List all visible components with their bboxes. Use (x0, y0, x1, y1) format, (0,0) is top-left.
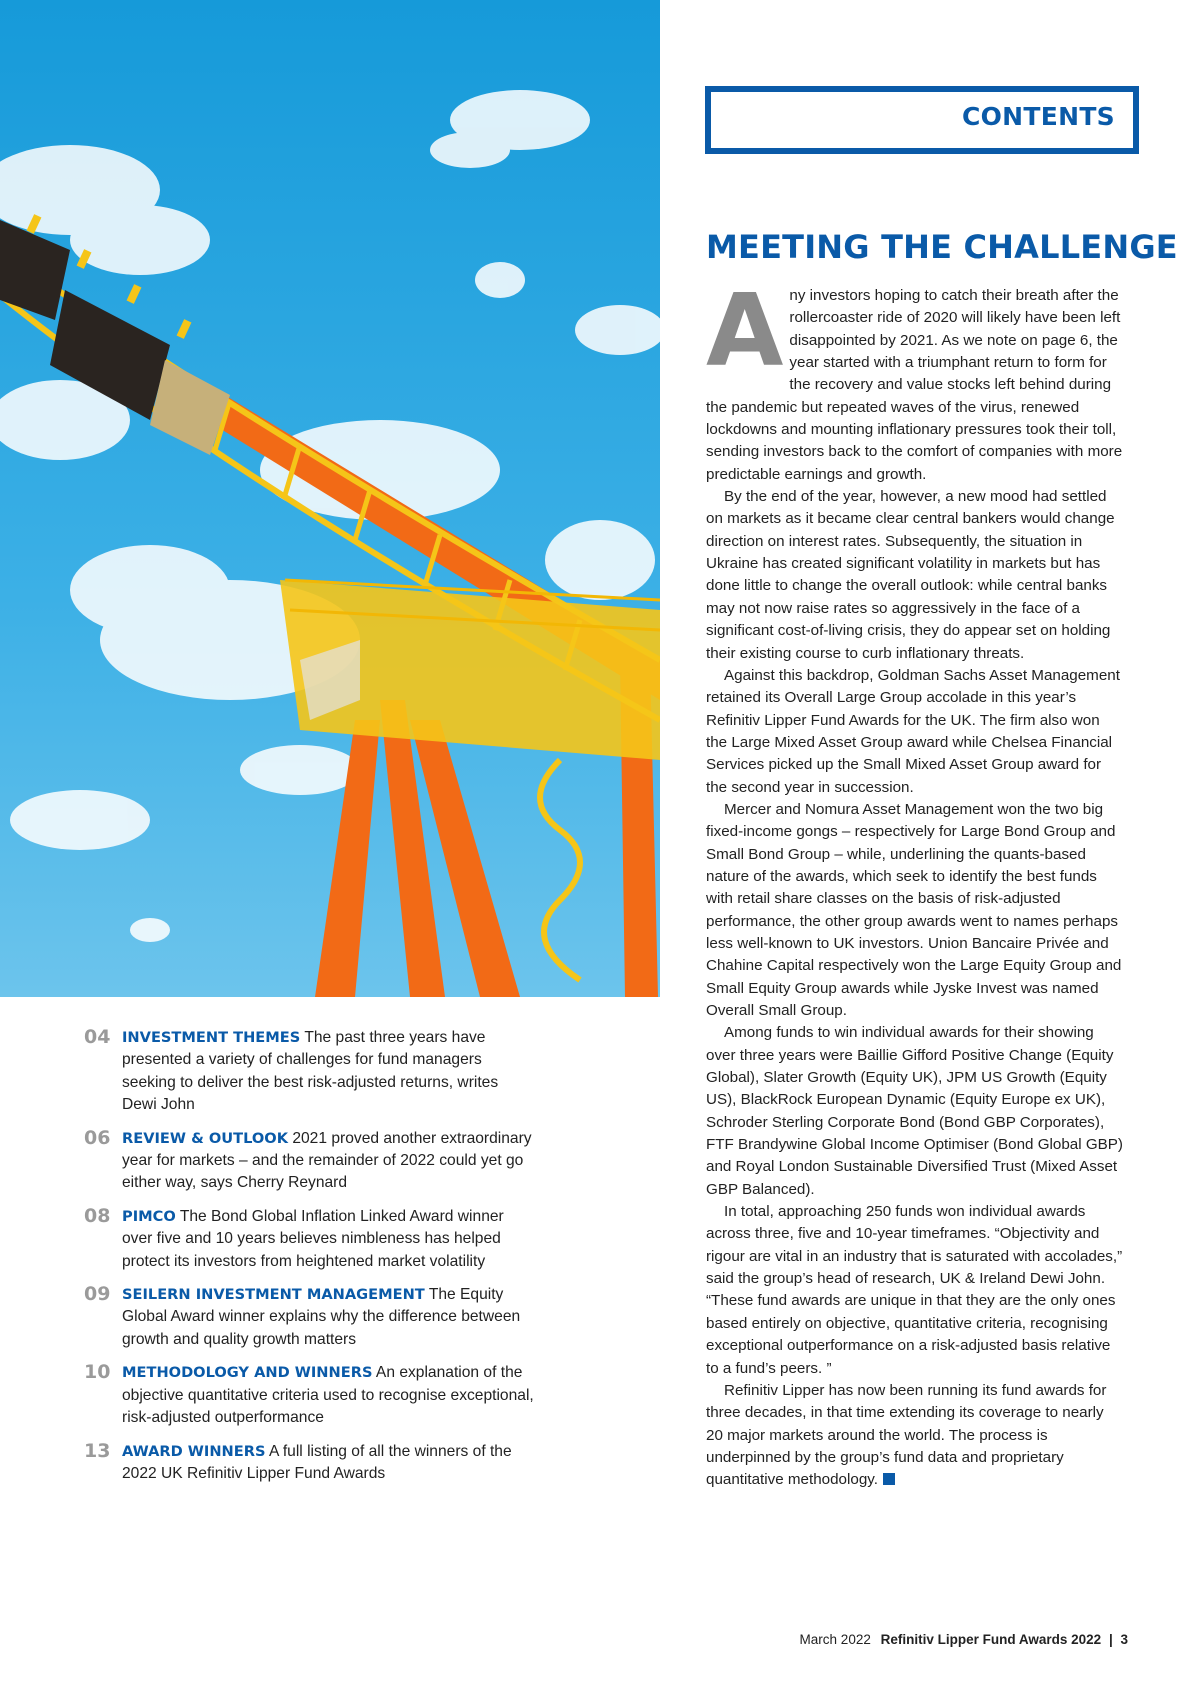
contents-heading: AWARD WINNERS (122, 1442, 266, 1460)
article-body (706, 272, 1124, 1492)
drop-cap: A (706, 272, 784, 389)
end-square-icon (883, 1473, 895, 1485)
contents-description: The Bond Global Inflation Linked Award winner over five and 10 years believes nimbleness has helped protect its investors from heightened market volatility (122, 1207, 504, 1270)
contents-item[interactable] (84, 1128, 534, 1195)
contents-page-number: 13 (84, 1439, 111, 1462)
contents-heading: PIMCO (122, 1207, 176, 1225)
contents-heading: INVESTMENT THEMES (122, 1029, 301, 1046)
contents-description: The past three years have presented a variety of challenges for fund managers seeking to deliver the best risk-adjusted returns, writes Dewi John (122, 1029, 499, 1114)
article-paragraph: Against this backdrop, Goldman Sachs Asset Management retained its Overall Large Group accolade in this year’s Refinitiv Lipper Fund Awards for the UK. The firm also won the Large Mixed Asset Group award while Chelsea Financial Services picked up the Small Mixed Asset Group award for the second year in succession. (706, 666, 1120, 796)
contents-label: CONTENTS (961, 102, 1115, 131)
contents-item[interactable] (84, 1206, 534, 1273)
contents-description: An explanation of the objective quantitative criteria used to recognise exceptional, risk-adjusted outperformance (122, 1364, 534, 1427)
contents-description: A full listing of all the winners of the 2022 UK Refinitiv Lipper Fund Awards (122, 1442, 512, 1482)
contents-page-number: 06 (84, 1126, 111, 1149)
contents-heading: SEILERN INVESTMENT MANAGEMENT (122, 1286, 425, 1304)
article-title: MEETING THE CHALLENGE (706, 228, 1178, 266)
article-paragraph: By the end of the year, however, a new mood had settled on markets as it became clear central bankers would change direction on interest rates. Subsequently, the situation in Ukraine has created significant volatility in markets but has done little to change the overall outlook: while central banks may not now raise rates so aggressively in the face of a significant cost-of-living crisis, they do appear set on holding their existing course to curb inflationary threats. (706, 488, 1115, 662)
hero-image-rollercoaster (0, 0, 660, 997)
contents-item[interactable] (84, 1284, 534, 1351)
contents-page-number: 04 (84, 1026, 111, 1048)
contents-page-number: 10 (84, 1361, 111, 1384)
article-paragraph: Mercer and Nomura Asset Management won the two big fixed-income gongs – respectively for Large Bond Group and Small Bond Group – while, underlining the quants-based nature of the awards, which seek to identify the best funds with retail share classes on the basis of risk-adjusted performance, the other group awards went to names perhaps less well-known to UK investors. Union Bancaire Privée and Chahine Capital respectively won the Large Equity Group and Small Equity Group awards while Jyske Invest was named Overall Small Group. (706, 800, 1122, 1019)
page-footer (800, 1632, 1128, 1647)
contents-item[interactable] (84, 1362, 534, 1429)
contents-item[interactable] (84, 1441, 534, 1486)
contents-page-number: 09 (84, 1283, 111, 1306)
article-paragraph (706, 1380, 1124, 1492)
page-number: 3 (1120, 1632, 1128, 1647)
footer-date: March 2022 (799, 1632, 871, 1647)
contents-item[interactable] (84, 1027, 534, 1117)
article-paragraph: Among funds to win individual awards for their showing over three years were Baillie Gifford Positive Change (Equity Global), Slater Growth (Equity UK), JPM US Growth (Equity US), BlackRock European Dynamic (Equity Europe ex UK), Schroder Sterling Corporate Bond (Bond GBP Corporates), FTF Brandywine Global Income Optimiser (Bond Global GBP) and Royal London Sustainable Diversified Trust (Mixed Asset GBP Balanced). (706, 1024, 1123, 1198)
article-paragraph: In total, approaching 250 funds won individual awards across three, five and 10-year timeframes. “Objectivity and rigour are vital in an industry that is saturated with accolades,” said the group’s head of research, UK & Ireland Dewi John. “These fund awards are unique in that they are the only ones based entirely on objective, quantitative criteria, recognising exceptional outperformance on a risk-adjusted basis relative to a fund’s peers. ” (706, 1203, 1123, 1377)
paragraph-text: Refinitiv Lipper has now been running its fund awards for three decades, in that time extending its coverage to nearly 20 major markets around the world. The process is underpinned by the group’s fund data and proprietary quantitative methodology. (706, 1381, 1107, 1489)
contents-description: The Equity Global Award winner explains why the difference between growth and quality growth matters (122, 1286, 521, 1348)
paragraph-text: ny investors hoping to catch their breath after the rollercoaster ride of 2020 will likely have been left disappointed by 2021. As we note on page 6, the year started with a triumphant return to form for the recovery and value stocks left behind during the pandemic but repeated waves of the virus, renewed lockdowns and mounting inflationary pressures took their toll, sending investors back to the comfort of companies with more predictable earnings and growth. (706, 287, 1123, 483)
footer-separator: | (1108, 1632, 1113, 1647)
article-paragraph (706, 272, 1124, 486)
contents-list (84, 1027, 534, 1496)
contents-heading: REVIEW & OUTLOOK (122, 1129, 288, 1147)
contents-heading: METHODOLOGY AND WINNERS (122, 1364, 373, 1382)
footer-publication: Refinitiv Lipper Fund Awards 2022 (880, 1632, 1102, 1647)
contents-page-number: 08 (84, 1204, 111, 1227)
contents-description: 2021 proved another extraordinary year for markets – and the remainder of 2022 could yet go either way, says Cherry Reynard (122, 1129, 532, 1192)
contents-header-box (705, 86, 1139, 154)
